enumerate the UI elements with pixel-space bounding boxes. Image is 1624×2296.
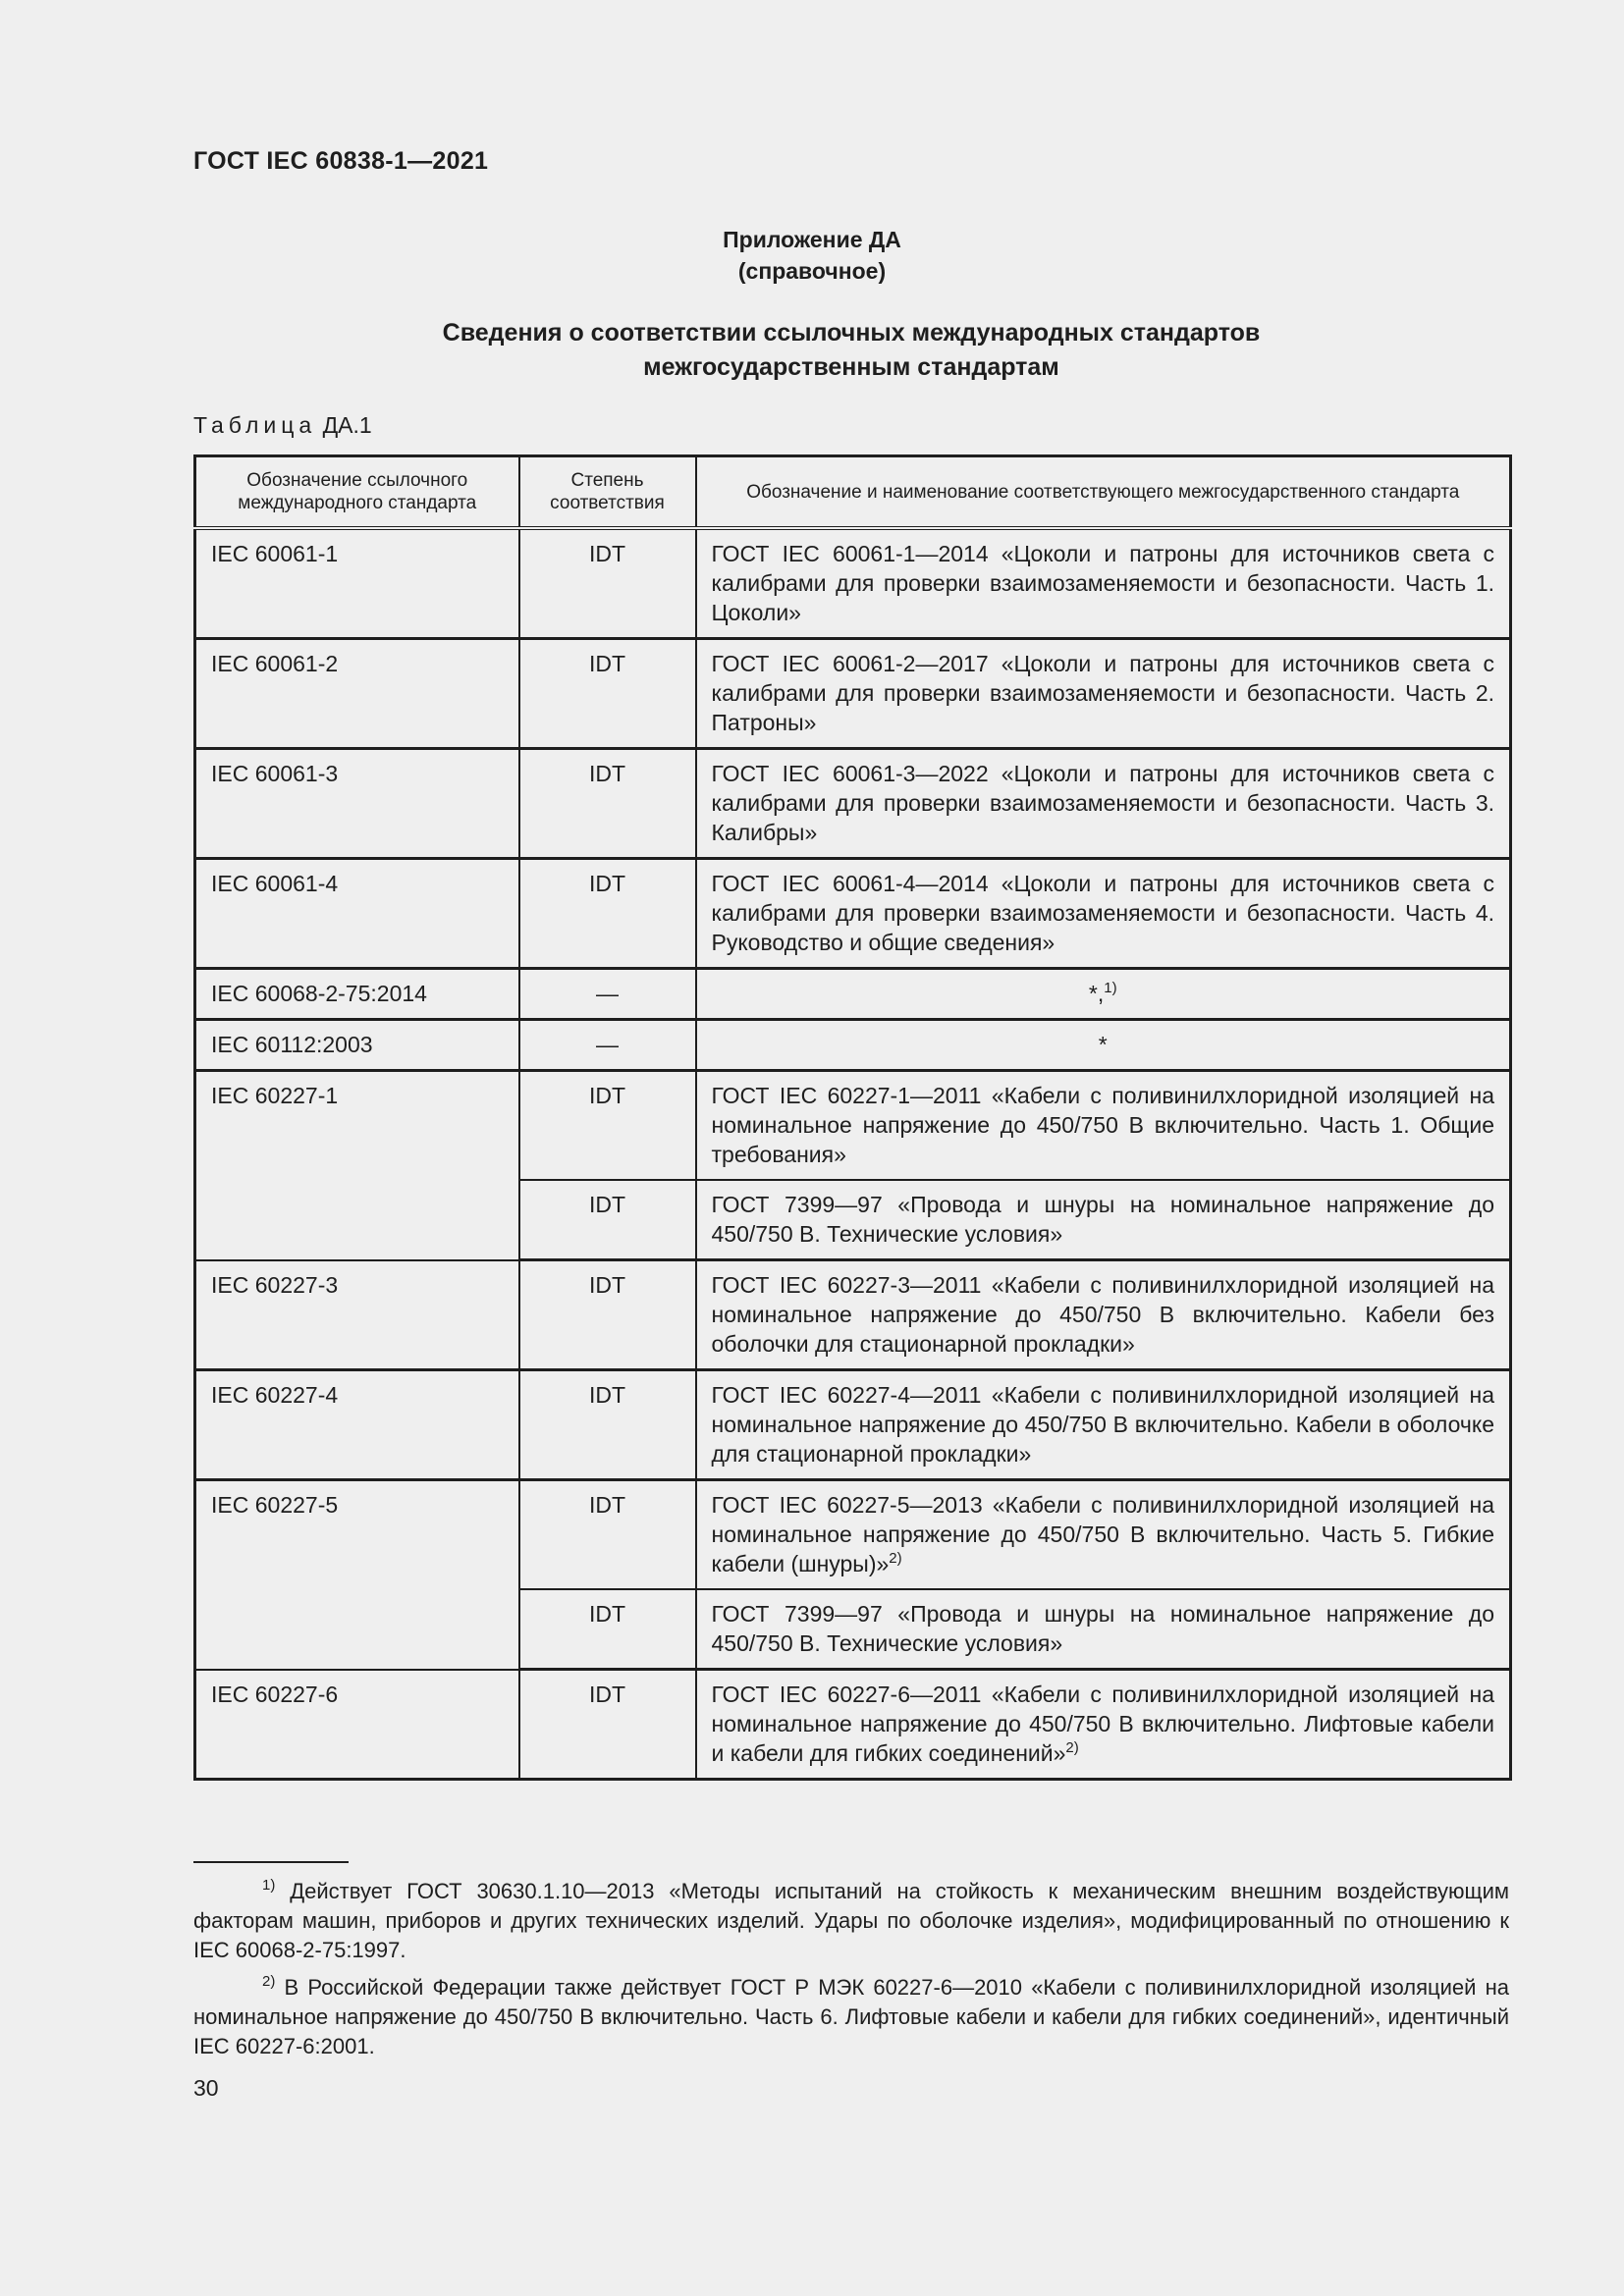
- cell-degree: IDT: [519, 1180, 696, 1260]
- footnote-divider: [193, 1861, 349, 1863]
- cell-degree: —: [519, 1020, 696, 1071]
- cell-code: IEC 60061-2: [195, 639, 519, 749]
- table-caption: [193, 412, 372, 439]
- annex-type: (справочное): [737, 258, 887, 284]
- footnote-1: [193, 1877, 1509, 1965]
- cell-code: IEC 60227-3: [195, 1260, 519, 1370]
- footnote-2: [193, 1973, 1509, 2061]
- standards-table: [193, 454, 1512, 1781]
- cell-degree: —: [519, 969, 696, 1020]
- table-header: [195, 456, 1511, 529]
- table-row: [195, 1480, 1511, 1590]
- cell-code: IEC 60227-5: [195, 1480, 519, 1670]
- cell-description: ГОСТ IEC 60061-3—2022 «Цоколи и патроны для источников света с калибрами для проверки взаимозаменяемости и безопасности. Часть 3. Калибры»: [696, 749, 1511, 859]
- cell-code: IEC 60227-1: [195, 1071, 519, 1260]
- footnote-text: В Российской Федерации также действует ГОСТ Р МЭК 60227-6—2010 «Кабели с поливинилхлоридной изоляцией на номинальное напряжение до 450/750 В включительно. Часть 6. Лифтовые кабели и кабели для гибких соединений», идентичный IEC 60227-6:2001.: [193, 1975, 1509, 2058]
- cell-description: [696, 1480, 1511, 1590]
- cell-degree: IDT: [519, 1480, 696, 1590]
- footnote-ref: 2): [1065, 1739, 1079, 1756]
- footnote-ref: 1): [1104, 980, 1117, 996]
- table-row: [195, 1020, 1511, 1071]
- annex-label: Приложение ДА: [723, 227, 901, 252]
- footnote-text: Действует ГОСТ 30630.1.10—2013 «Методы испытаний на стойкость к механическим внешним воздействующим факторам машин, приборов и других технических изделий. Удары по оболочке изделия», модифицированный по отношению к IEC 60068-2-75:1997.: [193, 1879, 1509, 1962]
- annex-heading: [0, 224, 1624, 287]
- table-row: [195, 1370, 1511, 1480]
- page-number: 30: [193, 2075, 219, 2101]
- cell-description: ГОСТ 7399—97 «Провода и шнуры на номинальное напряжение до 450/750 В. Технические условия»: [696, 1180, 1511, 1260]
- header-degree: Степень соответствия: [519, 456, 696, 529]
- page-title-line-1: Сведения о соответствии ссылочных международных стандартов: [442, 319, 1261, 347]
- cell-description-text: *,: [1088, 981, 1105, 1006]
- table-row: [195, 1260, 1511, 1370]
- table-caption-word: Таблица: [193, 412, 317, 438]
- cell-description-text: ГОСТ IEC 60227-5—2013 «Кабели с поливинилхлоридной изоляцией на номинальное напряжение до 450/750 В включительно. Часть 5. Гибкие кабели (шнуры)»: [711, 1492, 1494, 1576]
- cell-degree: IDT: [519, 1370, 696, 1480]
- table-caption-number: ДА.1: [322, 412, 372, 438]
- cell-degree: IDT: [519, 1260, 696, 1370]
- cell-code: IEC 60068-2-75:2014: [195, 969, 519, 1020]
- cell-degree: IDT: [519, 1589, 696, 1670]
- footnote-mark: 1): [262, 1877, 276, 1894]
- table-row: [195, 528, 1511, 639]
- table-row: [195, 859, 1511, 969]
- page-title: [0, 316, 1624, 385]
- cell-code: IEC 60061-3: [195, 749, 519, 859]
- cell-description: [696, 1670, 1511, 1780]
- cell-code: IEC 60227-6: [195, 1670, 519, 1780]
- table-row: [195, 1071, 1511, 1181]
- cell-description: ГОСТ 7399—97 «Провода и шнуры на номинальное напряжение до 450/750 В. Технические условия»: [696, 1589, 1511, 1670]
- table-body: [195, 528, 1511, 1780]
- cell-description: ГОСТ IEC 60061-1—2014 «Цоколи и патроны для источников света с калибрами для проверки взаимозаменяемости и безопасности. Часть 1. Цоколи»: [696, 528, 1511, 639]
- page-title-line-2: межгосударственным стандартам: [643, 353, 1059, 381]
- header-interstate-standard: Обозначение и наименование соответствующего межгосударственного стандарта: [696, 456, 1511, 529]
- footnote-ref: 2): [889, 1550, 902, 1567]
- cell-degree: IDT: [519, 1670, 696, 1780]
- footnote-mark: 2): [262, 1973, 276, 1990]
- cell-degree: IDT: [519, 749, 696, 859]
- header-international-standard: Обозначение ссылочного международного стандарта: [195, 456, 519, 529]
- cell-description: ГОСТ IEC 60227-3—2011 «Кабели с поливинилхлоридной изоляцией на номинальное напряжение до 450/750 В включительно. Кабели без оболочки для стационарной прокладки»: [696, 1260, 1511, 1370]
- cell-code: IEC 60061-1: [195, 528, 519, 639]
- cell-degree: IDT: [519, 639, 696, 749]
- cell-degree: IDT: [519, 1071, 696, 1181]
- cell-description: ГОСТ IEC 60227-4—2011 «Кабели с поливинилхлоридной изоляцией на номинальное напряжение до 450/750 В включительно. Кабели в оболочке для стационарной прокладки»: [696, 1370, 1511, 1480]
- document-id: ГОСТ IEC 60838-1—2021: [193, 147, 489, 175]
- cell-description: ГОСТ IEC 60227-1—2011 «Кабели с поливинилхлоридной изоляцией на номинальное напряжение до 450/750 В включительно. Часть 1. Общие требования»: [696, 1071, 1511, 1181]
- cell-code: IEC 60227-4: [195, 1370, 519, 1480]
- cell-code: IEC 60061-4: [195, 859, 519, 969]
- cell-degree: IDT: [519, 859, 696, 969]
- table-header-row: [195, 456, 1511, 529]
- table-row: [195, 1670, 1511, 1780]
- table-row: [195, 639, 1511, 749]
- cell-degree: IDT: [519, 528, 696, 639]
- cell-description-text: ГОСТ IEC 60227-6—2011 «Кабели с поливинилхлоридной изоляцией на номинальное напряжение до 450/750 В включительно. Лифтовые кабели и кабели для гибких соединений»: [711, 1682, 1494, 1766]
- cell-description: ГОСТ IEC 60061-2—2017 «Цоколи и патроны для источников света с калибрами для проверки взаимозаменяемости и безопасности. Часть 2. Патроны»: [696, 639, 1511, 749]
- cell-description: ГОСТ IEC 60061-4—2014 «Цоколи и патроны для источников света с калибрами для проверки взаимозаменяемости и безопасности. Часть 4. Руководство и общие сведения»: [696, 859, 1511, 969]
- cell-code: IEC 60112:2003: [195, 1020, 519, 1071]
- table-row: [195, 749, 1511, 859]
- cell-description: [696, 969, 1511, 1020]
- table-row: [195, 969, 1511, 1020]
- cell-description: *: [696, 1020, 1511, 1071]
